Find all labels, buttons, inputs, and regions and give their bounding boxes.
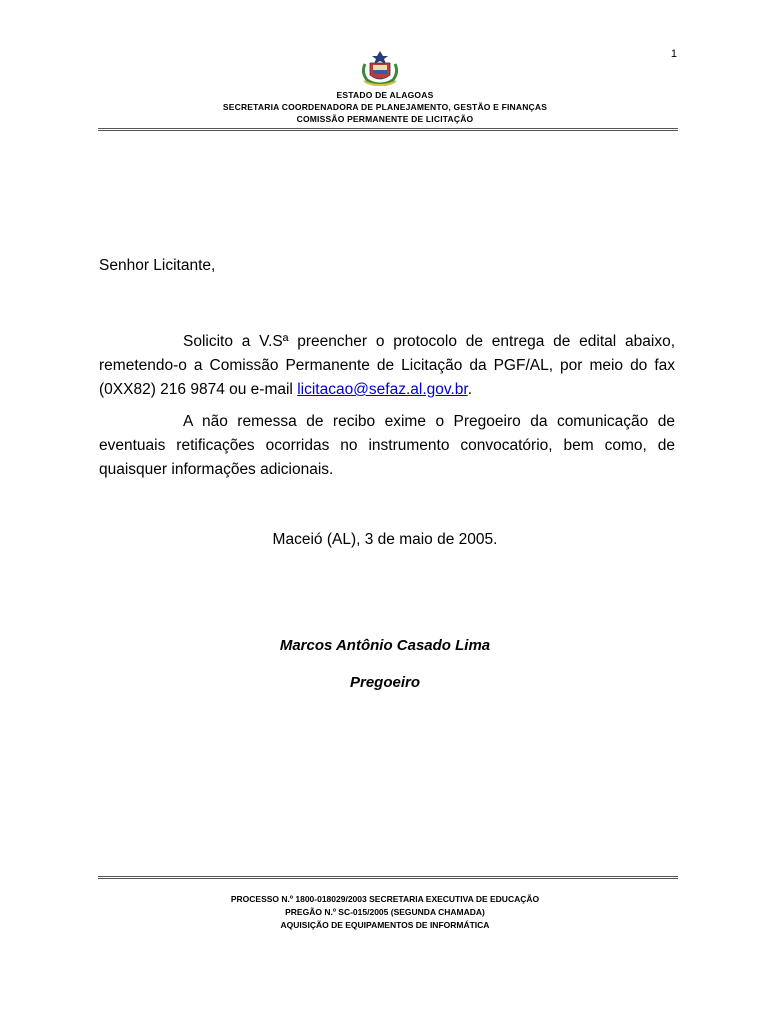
- header-secretariat: SECRETARIA COORDENADORA DE PLANEJAMENTO, GESTÃO E FINANÇAS: [222, 102, 548, 112]
- letterhead: [0, 89, 770, 125]
- footer-divider: [98, 876, 678, 879]
- signer-role: Pregoeiro: [349, 674, 421, 691]
- footer-process: PROCESSO N.º 1800-018029/2003 SECRETARIA EXECUTIVA DE EDUCAÇÃO: [230, 894, 540, 904]
- header-commission: COMISSÃO PERMANENTE DE LICITAÇÃO: [296, 114, 474, 124]
- date-line: Maceió (AL), 3 de maio de 2005.: [272, 531, 498, 548]
- email-link[interactable]: licitacao@sefaz.al.gov.br: [297, 381, 468, 398]
- page-number: 1: [670, 48, 677, 60]
- paragraph-request-text: Solicito a V.Sª preencher o protocolo de entrega de edital abaixo, remetendo-o a Comissão Permanente de Licitação da PGF/AL, por meio do fax (0XX82) 216 9874 ou e-mail: [99, 333, 675, 398]
- footer-pregao: PREGÃO N.º SC-015/2005 (SEGUNDA CHAMADA): [285, 907, 485, 917]
- footer: [0, 893, 770, 932]
- header-state: ESTADO DE ALAGOAS: [336, 90, 434, 100]
- salutation: Senhor Licitante,: [99, 257, 216, 274]
- header-divider: [98, 128, 678, 131]
- footer-acquisition: AQUISIÇÃO DE EQUIPAMENTOS DE INFORMÁTICA: [280, 920, 490, 930]
- state-coat-of-arms-icon: [357, 50, 403, 86]
- paragraph-notice-text: A não remessa de recibo exime o Pregoeiro da comunicação de eventuais retificações ocorridas no instrumento convocatório, bem como, de quaisquer informações adicionais.: [99, 413, 675, 478]
- signer-name: Marcos Antônio Casado Lima: [279, 637, 491, 654]
- paragraph-notice: [99, 410, 675, 482]
- paragraph-request: [99, 330, 675, 402]
- paragraph-request-end: .: [467, 381, 473, 398]
